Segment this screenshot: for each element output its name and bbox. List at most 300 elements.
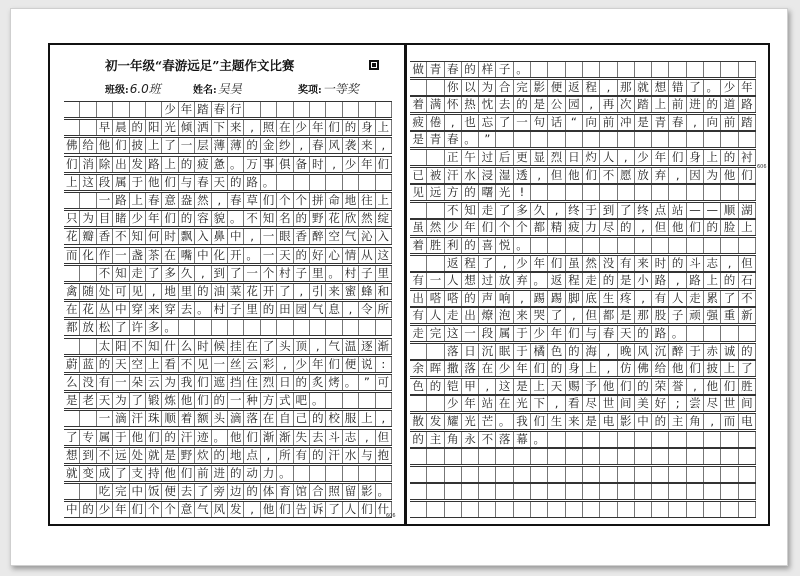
grid-cell: 金	[261, 138, 277, 153]
grid-cell: 于	[583, 203, 600, 218]
grid-cell	[294, 466, 310, 481]
grid-cell: 住	[244, 375, 260, 390]
grid-cell: 了	[721, 291, 738, 306]
grid-cell: 一	[179, 138, 195, 153]
grid-cell: 疲	[566, 220, 583, 235]
grid-cell: 踏	[195, 102, 211, 117]
grid-row	[410, 325, 756, 342]
grid-cell: 嘴	[179, 248, 195, 263]
page-mark-right: 606	[757, 164, 767, 170]
class-value: 6.0班	[129, 82, 161, 96]
grid-cell: 地	[162, 284, 178, 299]
grid-cell: 空	[326, 229, 342, 244]
grid-cell: 芒	[479, 414, 496, 429]
grid-cell	[277, 175, 293, 190]
grid-cell: 路	[652, 326, 669, 341]
grid-row	[410, 96, 756, 113]
grid-cell: 额	[195, 411, 211, 426]
grid-cell	[326, 320, 342, 335]
grid-cell	[704, 432, 721, 447]
grid-cell: 们	[326, 357, 342, 372]
grid-cell: 温	[343, 339, 359, 354]
grid-row	[410, 448, 756, 465]
grid-cell: 令	[359, 302, 375, 317]
grid-cell: 。	[514, 62, 531, 77]
grid-cell: ,	[704, 414, 721, 429]
grid-cell	[410, 344, 427, 359]
grid-cell: 炙	[310, 375, 326, 390]
grid-cell: 处	[130, 448, 146, 463]
grid-cell: 来	[146, 302, 162, 317]
grid-cell: 气	[326, 339, 342, 354]
grid-cell: 春	[310, 138, 326, 153]
grid-cell: 的	[600, 273, 617, 288]
grid-cell: 更	[514, 150, 531, 165]
grid-cell	[410, 256, 427, 271]
grid-cell: 上	[64, 175, 80, 190]
grid-cell	[195, 320, 211, 335]
grid-cell: 看	[162, 357, 178, 372]
grid-cell	[445, 449, 462, 464]
grid-cell	[635, 132, 652, 147]
grid-cell: 汗	[179, 430, 195, 445]
grid-cell	[600, 449, 617, 464]
grid-cell	[652, 238, 669, 253]
grid-cell: 踢	[531, 291, 548, 306]
grid-cell: 佛	[64, 138, 80, 153]
grid-cell: 天	[212, 175, 228, 190]
grid-cell: 是	[64, 393, 80, 408]
grid-cell	[721, 484, 738, 499]
grid-cell	[548, 502, 565, 517]
grid-cell	[548, 238, 565, 253]
grid-cell	[566, 185, 583, 200]
grid-cell: 油	[212, 284, 228, 299]
grid-cell: 是	[618, 308, 635, 323]
grid-cell: 少	[343, 157, 359, 172]
grid-cell: 于	[514, 344, 531, 359]
grid-cell: 的	[294, 248, 310, 263]
grid-cell: 个	[261, 266, 277, 281]
grid-row	[64, 374, 392, 391]
grid-cell: 向	[583, 115, 600, 130]
grid-cell: 合	[310, 484, 326, 499]
grid-cell	[652, 449, 669, 464]
grid-cell: ,	[195, 266, 211, 281]
grid-cell: 少	[445, 220, 462, 235]
grid-cell: 他	[566, 168, 583, 183]
grid-cell: 们	[548, 256, 565, 271]
grid-cell: 发	[228, 502, 244, 517]
grid-cell: 弃	[652, 168, 669, 183]
grid-cell: 香	[97, 229, 113, 244]
grid-cell: 烤	[326, 375, 342, 390]
grid-cell: 都	[531, 220, 548, 235]
grid-cell: 赤	[704, 344, 721, 359]
grid-cell: 他	[97, 138, 113, 153]
grid-cell: 个	[497, 220, 514, 235]
grid-cell: 次	[618, 97, 635, 112]
grid-cell: 来	[514, 308, 531, 323]
grid-cell: 。	[376, 484, 392, 499]
grid-cell: 年	[113, 502, 129, 517]
grid-row	[64, 247, 392, 264]
grid-cell	[566, 502, 583, 517]
grid-cell	[179, 320, 195, 335]
grid-cell	[113, 102, 129, 117]
grid-row	[64, 447, 392, 464]
grid-cell: 来	[359, 138, 375, 153]
grid-cell: 有	[618, 256, 635, 271]
grid-cell	[652, 62, 669, 77]
grid-cell: 头	[212, 411, 228, 426]
grid-cell: 入	[195, 229, 211, 244]
grid-cell: 着	[410, 97, 427, 112]
grid-cell	[497, 502, 514, 517]
grid-cell: 的	[294, 375, 310, 390]
grid-cell: 地	[228, 448, 244, 463]
grid-cell: 风	[212, 502, 228, 517]
grid-cell: 少	[445, 396, 462, 411]
grid-cell: 上	[704, 150, 721, 165]
grid-cell: 主	[670, 414, 687, 429]
grid-cell: 不	[479, 432, 496, 447]
grid-cell: 有	[652, 291, 669, 306]
grid-cell: 喜	[479, 238, 496, 253]
grid-row	[64, 501, 392, 518]
grid-cell: 早	[97, 120, 113, 135]
grid-cell: 青	[427, 62, 444, 77]
grid-cell	[326, 393, 342, 408]
grid-cell	[343, 466, 359, 481]
grid-cell: 绽	[376, 211, 392, 226]
grid-cell: ,	[376, 138, 392, 153]
grid-cell: 久	[531, 203, 548, 218]
grid-cell	[146, 102, 162, 117]
grid-cell: 少	[162, 102, 178, 117]
grid-cell: 村	[277, 266, 293, 281]
grid-cell: 袭	[343, 138, 359, 153]
grid-cell	[721, 132, 738, 147]
grid-cell	[618, 502, 635, 517]
grid-cell: 多	[162, 266, 178, 281]
grid-cell: 色	[410, 379, 427, 394]
grid-cell	[687, 484, 704, 499]
grid-row	[410, 114, 756, 131]
grid-cell	[427, 502, 444, 517]
grid-cell	[721, 185, 738, 200]
grid-cell: 程	[462, 256, 479, 271]
grid-row	[64, 392, 392, 409]
grid-cell: 光	[497, 185, 514, 200]
grid-cell	[618, 132, 635, 147]
grid-cell: 完	[113, 484, 129, 499]
grid-cell: 而	[721, 414, 738, 429]
grid-cell: 披	[130, 138, 146, 153]
grid-cell: 饭	[146, 484, 162, 499]
grid-cell: 就	[635, 80, 652, 95]
grid-cell	[635, 62, 652, 77]
grid-cell: 着	[410, 238, 427, 253]
grid-cell: 电	[600, 414, 617, 429]
grid-cell: 子	[670, 308, 687, 323]
grid-cell	[721, 467, 738, 482]
grid-cell: 春	[600, 326, 617, 341]
grid-cell	[687, 185, 704, 200]
grid-cell: 累	[704, 291, 721, 306]
grid-cell: 到	[80, 448, 96, 463]
grid-cell: 迹	[195, 430, 211, 445]
grid-cell: 路	[244, 175, 260, 190]
grid-cell: 自	[277, 411, 293, 426]
grid-cell: 个	[277, 193, 293, 208]
grid-cell: “	[566, 115, 583, 130]
grid-cell: ,	[618, 150, 635, 165]
grid-cell	[721, 62, 738, 77]
grid-cell: 你	[445, 80, 462, 95]
grid-cell	[80, 339, 96, 354]
grid-cell	[531, 132, 548, 147]
grid-cell	[548, 484, 565, 499]
grid-cell	[687, 62, 704, 77]
grid-cell	[531, 185, 548, 200]
grid-cell: 于	[514, 326, 531, 341]
grid-cell: 强	[704, 308, 721, 323]
grid-cell: ,	[479, 379, 496, 394]
grid-row	[64, 283, 392, 300]
grid-cell: 可	[376, 375, 392, 390]
grid-cell	[462, 502, 479, 517]
grid-cell: 方	[445, 185, 462, 200]
grid-cell: 忘	[479, 115, 496, 130]
grid-cell: 浸	[479, 168, 496, 183]
grid-cell	[600, 238, 617, 253]
grid-cell: 们	[146, 430, 162, 445]
grid-cell	[687, 326, 704, 341]
grid-cell: 方	[261, 393, 277, 408]
grid-cell: 重	[721, 308, 738, 323]
grid-cell: 踢	[548, 291, 565, 306]
grid-cell: 为	[113, 393, 129, 408]
grid-cell: ,	[376, 411, 392, 426]
grid-cell	[376, 175, 392, 190]
grid-cell	[739, 502, 756, 517]
grid-cell: !	[514, 185, 531, 200]
grid-cell: 光	[462, 414, 479, 429]
grid-cell: 小	[635, 273, 652, 288]
page-mark-left: 606	[386, 513, 396, 519]
grid-cell: 丝	[228, 357, 244, 372]
grid-cell: 说	[359, 357, 375, 372]
grid-cell	[80, 411, 96, 426]
grid-cell: 已	[410, 168, 427, 183]
grid-cell: 力	[261, 466, 277, 481]
grid-cell	[583, 132, 600, 147]
grid-cell: 仿	[618, 361, 635, 376]
grid-cell: ,	[359, 430, 375, 445]
grid-cell: 们	[130, 502, 146, 517]
grid-cell: 年	[310, 120, 326, 135]
grid-cell: 没	[600, 256, 617, 271]
grid-cell: 天	[548, 379, 565, 394]
grid-cell: 失	[294, 430, 310, 445]
grid-cell: 一	[97, 411, 113, 426]
grid-cell: 们	[359, 502, 375, 517]
grid-cell: 的	[739, 344, 756, 359]
grid-cell: 们	[670, 150, 687, 165]
grid-cell: 了	[113, 466, 129, 481]
grid-cell: 容	[195, 211, 211, 226]
grid-cell: 们	[721, 379, 738, 394]
grid-cell	[635, 432, 652, 447]
grid-cell: 身	[566, 361, 583, 376]
grid-cell: 不	[179, 357, 195, 372]
grid-cell: 话	[548, 115, 565, 130]
grid-cell: 往	[359, 193, 375, 208]
grid-cell: 在	[479, 361, 496, 376]
grid-cell: 风	[635, 344, 652, 359]
grid-cell: 站	[670, 203, 687, 218]
grid-row	[410, 167, 756, 184]
grid-cell: 欣	[343, 211, 359, 226]
grid-cell	[600, 132, 617, 147]
grid-cell: 人	[670, 291, 687, 306]
grid-cell: 照	[326, 484, 342, 499]
grid-cell	[130, 102, 146, 117]
class-label: 班级:	[105, 85, 129, 96]
grid-cell: 留	[343, 484, 359, 499]
grid-cell: 的	[179, 157, 195, 172]
grid-cell: 少	[294, 357, 310, 372]
grid-cell: 边	[228, 484, 244, 499]
grid-cell: 是	[514, 379, 531, 394]
grid-cell: 撒	[445, 361, 462, 376]
grid-cell	[618, 238, 635, 253]
grid-cell: 这	[445, 326, 462, 341]
grid-cell	[618, 62, 635, 77]
grid-cell: 我	[514, 414, 531, 429]
grid-cell: 便	[548, 80, 565, 95]
grid-cell: ,	[294, 284, 310, 299]
grid-cell: 他	[162, 466, 178, 481]
grid-cell: 中	[130, 484, 146, 499]
grid-cell: 种	[244, 393, 260, 408]
grid-cell	[652, 132, 669, 147]
grid-cell	[635, 484, 652, 499]
grid-cell: 上	[376, 120, 392, 135]
grid-cell: 可	[113, 284, 129, 299]
grid-cell: 了	[739, 361, 756, 376]
grid-cell: 人	[343, 502, 359, 517]
grid-cell: 蜜	[343, 284, 359, 299]
grid-cell: 不	[445, 203, 462, 218]
grid-cell: ,	[600, 361, 617, 376]
grid-cell: 意	[162, 193, 178, 208]
grid-cell: 貌	[212, 211, 228, 226]
grid-cell: 炊	[195, 448, 211, 463]
grid-cell: 纱	[277, 138, 293, 153]
grid-cell: 燎	[479, 308, 496, 323]
grid-cell: 菜	[228, 284, 244, 299]
grid-cell	[670, 238, 687, 253]
grid-cell	[80, 102, 96, 117]
grid-cell	[670, 432, 687, 447]
grid-cell	[80, 484, 96, 499]
grid-cell: 日	[566, 150, 583, 165]
grid-cell: 眠	[497, 344, 514, 359]
grid-cell: 过	[479, 150, 496, 165]
grid-cell: 天	[277, 248, 293, 263]
grid-cell: 想	[462, 273, 479, 288]
grid-cell	[462, 467, 479, 482]
grid-cell: 气	[343, 229, 359, 244]
grid-cell: 滴	[228, 411, 244, 426]
grid-cell: 水	[462, 168, 479, 183]
grid-cell	[410, 449, 427, 464]
grid-cell	[670, 467, 687, 482]
grid-row	[64, 465, 392, 482]
grid-cell: 开	[228, 248, 244, 263]
grid-cell	[427, 80, 444, 95]
grid-cell: 时	[162, 229, 178, 244]
grid-cell: 空	[130, 357, 146, 372]
grid-cell	[294, 320, 310, 335]
grid-cell: 那	[635, 308, 652, 323]
grid-cell: 那	[618, 80, 635, 95]
grid-cell: 然	[195, 193, 211, 208]
grid-cell: 。	[261, 175, 277, 190]
grid-cell: 嗒	[427, 291, 444, 306]
grid-cell: 们	[261, 193, 277, 208]
grid-cell: 照	[261, 120, 277, 135]
grid-cell: 间	[618, 396, 635, 411]
grid-cell: 生	[600, 291, 617, 306]
grid-cell: 沁	[359, 229, 375, 244]
grid-cell: 他	[670, 220, 687, 235]
grid-cell: 万	[244, 157, 260, 172]
grid-row	[64, 228, 392, 245]
grid-cell: 。	[462, 132, 479, 147]
grid-cell: ”	[479, 132, 496, 147]
grid-cell: 目	[97, 211, 113, 226]
grid-cell: 了	[146, 266, 162, 281]
grid-cell: 的	[566, 344, 583, 359]
grid-cell: 挡	[228, 375, 244, 390]
grid-cell	[497, 449, 514, 464]
grid-cell: 的	[462, 291, 479, 306]
grid-row	[410, 272, 756, 289]
grid-cell: 句	[531, 115, 548, 130]
grid-cell: 抱	[376, 448, 392, 463]
grid-cell: 悦	[497, 238, 514, 253]
grid-cell: 去	[310, 430, 326, 445]
grid-cell	[80, 266, 96, 281]
grid-cell: 程	[583, 80, 600, 95]
grid-cell	[583, 185, 600, 200]
grid-cell	[261, 102, 277, 117]
grid-cell: 命	[326, 193, 342, 208]
grid-cell: 去	[179, 484, 195, 499]
grid-cell: 渐	[376, 339, 392, 354]
grid-cell: 美	[635, 396, 652, 411]
name-label: 姓名:	[193, 85, 217, 96]
grid-cell: 了	[479, 256, 496, 271]
grid-cell: 光	[514, 396, 531, 411]
grid-cell: 完	[427, 326, 444, 341]
grid-cell: 他	[146, 175, 162, 190]
grid-row	[410, 255, 756, 272]
grid-cell: 飘	[179, 229, 195, 244]
